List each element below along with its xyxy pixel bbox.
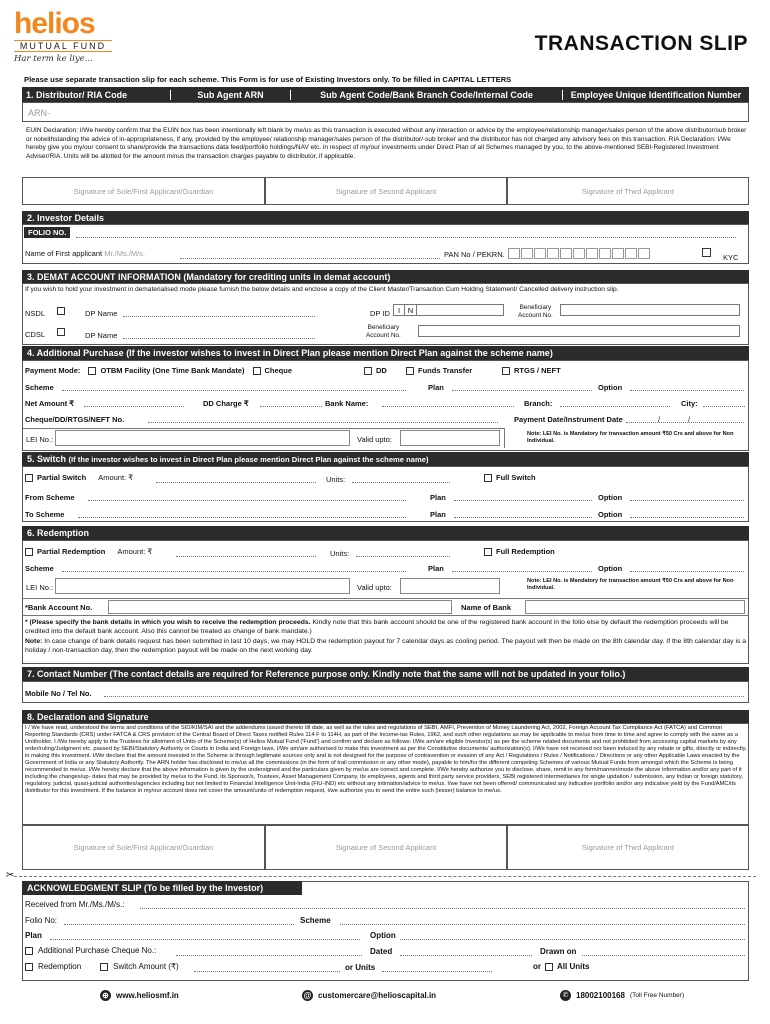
- mobile-input[interactable]: [104, 696, 744, 697]
- pan-label: PAN No / PEKRN.: [444, 250, 505, 259]
- euin-label: Employee Unique Identification Number: [562, 90, 749, 100]
- ack-switch-input[interactable]: [194, 971, 340, 972]
- ack-option-input[interactable]: [400, 939, 745, 940]
- ack-redemption-checkbox[interactable]: [25, 963, 33, 971]
- redemption-bank-note-bold: * (Please specify the bank details in which you wish to receive the redemption proceeds.: [25, 619, 311, 626]
- purchase-scheme-label: Scheme: [25, 383, 54, 392]
- full-redemption-checkbox[interactable]: [484, 548, 492, 556]
- footer-email[interactable]: [302, 990, 436, 1001]
- switch-amount-input[interactable]: [156, 482, 316, 483]
- ack-allunits-label: All Units: [557, 962, 590, 971]
- city-input[interactable]: [703, 406, 745, 407]
- arn-field[interactable]: ARN-: [28, 108, 50, 118]
- otbm-checkbox[interactable]: [88, 367, 96, 375]
- pan-cells[interactable]: [508, 248, 651, 261]
- declaration-header: 8. Declaration and Signature: [22, 710, 749, 723]
- purchase-header: 4. Additional Purchase (If the investor wishes to invest in Direct Plan please mention Direct Plan against the scheme name): [22, 346, 749, 360]
- ack-allunits-checkbox[interactable]: [545, 963, 553, 971]
- ack-received-input[interactable]: [140, 908, 745, 909]
- full-switch-checkbox[interactable]: [484, 474, 492, 482]
- demat-note: If you wish to hold your investment in dematerialised mode please furnish the below details and enclose a copy of the Client Master/Transaction Cum Holding Statement/ Cancelled delivery instruction slip.: [25, 286, 619, 293]
- nsdl-beneficiary-input[interactable]: [560, 304, 740, 316]
- purchase-option-input[interactable]: [630, 390, 744, 391]
- footer-web[interactable]: [100, 990, 179, 1001]
- contact-header: 7. Contact Number (The contact details are required for Reference purpose only. Kindly note that the same will not be updated in your folio.): [22, 667, 749, 681]
- ack-units-input[interactable]: [382, 971, 492, 972]
- partial-redemption-checkbox[interactable]: [25, 548, 33, 556]
- payment-date-input[interactable]: [626, 422, 744, 423]
- bank-name-input[interactable]: [382, 406, 514, 407]
- partial-switch-label: Partial Switch: [37, 473, 87, 482]
- purchase-plan-input[interactable]: [452, 390, 592, 391]
- switch-header: [22, 452, 749, 466]
- branch-label: Branch:: [524, 399, 553, 408]
- partial-switch-checkbox[interactable]: [25, 474, 33, 482]
- ack-scheme-label: Scheme: [300, 916, 331, 925]
- distributor-header-row: [22, 87, 749, 102]
- nsdl-ben-line1: Beneficiary: [519, 304, 552, 311]
- ack-plan-label: Plan: [25, 931, 42, 940]
- scissors-icon: ✂: [6, 870, 15, 881]
- from-scheme-label: From Scheme: [25, 493, 75, 502]
- brand-name: helios: [14, 7, 95, 40]
- ack-drawn-input[interactable]: [582, 955, 745, 956]
- footer-phone-note: (Toll Free Number): [629, 992, 685, 999]
- redemption-lei-note: Note: LEI No. is Mandatory for transaction amount ₹50 Crs and above for Non Individual.: [527, 578, 734, 591]
- redemption-option-label: Option: [598, 564, 623, 573]
- redemption-bank-name-label: Name of Bank: [461, 603, 512, 612]
- redemption-lei-input[interactable]: [55, 578, 350, 594]
- declaration-text: I / We have read, understood the terms and conditions of the SID/KIM/SAI and the addendums issued thereto till date, as well as the rules and regulations of SEBI, AMFI, Prevention of Money Laundering Act, 2002, Foreign Account Tax Compliance Act (FATCA) and Common Reporting Standards (CRS) under FATCA & CRS provision of the Central Board of Direct Taxes notified Rules 114 F to 114H, as part of the Income-tax Rules, 1962, and such other regulations as may be applicable to me/us from time to time and agree to comply with the same as a Unitholder. I /We hereby apply to the Trustees for allotment of Units of the Scheme(s) of Helios Mutual Fund ('Fund') and confirm and declare as follows: I/We am/are eligible Investor(s) as per the scheme related documents and not prohibited from accessing capital markets by any order/ruling/Judgment etc. passed by SEBI/Statutory Authority or Courts in India and Foreign laws. I/We am/are authorised to make this investment as per the Constitutive documents/ authorization(s). I/We have not received nor been induced by any rebate or gifts, directly or indirectly, in making this investment. I/We declare that the amount invested in the Scheme is through legitimate sources only and is not designed for the purpose of contravention or evasion of any Act / Regulations / Rules / Notifications / Directions or any other Applicable Laws enacted by the Government of India or any Statutory Authority. The ARN holder has disclosed to me/us all the commissions (in the form of trail commission or any other mode), payable to him/for the different competing Schemes of various Mutual Funds from amongst which the Scheme is being recommended to me/us. I/We hereby declare that the above information is given by the undersigned and the particulars given by me/us are correct and complete. I/We hereby authorize you to disclose, share, remit in any form/manner/mode the above information and/or any part of it including the changes/up- dates that may be provided by me/us to the Fund, its Sponsor/s, Trustees, Asset Management Company, its employees, agents and third party service providers, SEBI registered intermediaries for single updation / submission, any Indian or foreign statutory, regulatory, judicial, quasi-judicial authorities/agencies including but not limited to Financial Intelligence Unit-India (FIU-IND) etc without any intimation/advice to me/us. I/we have not been offered/ communicated any indicative portfolio and/or any indicative yield by the Fund/AMC/its distributor for this investment. If the balance in my/our account does not cover the amount/units of redemption request, I/we authorize you to send the entire such (lesser) balance to me/us.: [25, 725, 747, 794]
- from-option-label: Option: [598, 493, 623, 502]
- date-slash-1: /: [658, 415, 661, 424]
- sub-agent-arn-label: Sub Agent ARN: [170, 90, 290, 100]
- ack-folio-label: Folio No:: [25, 916, 58, 925]
- phone-icon: ✆: [560, 990, 571, 1001]
- brand-sub: MUTUAL FUND: [14, 40, 112, 52]
- redemption-hold-note-text: In case change of bank details request has been submitted in last 10 days, we may HOLD the redemption payout for 7 calendar days as cooling period. The payout will then be made on the 8th calendar day. If the 8th calendar day is a holiday / non-transaction day, then the redemption payout will be made on the next working day.: [25, 638, 747, 654]
- cheque-label: Cheque: [264, 366, 293, 375]
- ack-orunits-label: or Units: [345, 963, 376, 972]
- footer-phone[interactable]: [560, 990, 684, 1001]
- first-applicant-line: [180, 258, 440, 259]
- rtgs-label: RTGS / NEFT: [514, 366, 561, 375]
- purchase-lei-label: LEI No.:: [26, 435, 54, 444]
- redemption-valid-label: Valid upto:: [357, 583, 392, 592]
- dist-sig-first[interactable]: Signature of Sole/First Applicant/Guardian: [22, 177, 265, 205]
- cdsl-checkbox[interactable]: [57, 328, 65, 336]
- dd-label: DD: [376, 366, 387, 375]
- ft-option: [406, 366, 472, 375]
- rtgs-option: [502, 366, 561, 375]
- full-switch-label: Full Switch: [496, 473, 536, 482]
- dpid-cells[interactable]: [393, 304, 504, 316]
- kyc-checkbox[interactable]: [702, 248, 711, 257]
- ack-received-label: Received from Mr./Ms./M/s.:: [25, 900, 125, 909]
- redemption-lei-label: LEI No.:: [26, 583, 54, 592]
- redemption-plan-label: Plan: [428, 564, 444, 573]
- purchase-lei-note: Note: LEI No. is Mandatory for transaction amount ₹50 Crs and above for Non Individual.: [527, 431, 734, 444]
- dpid-n: N: [405, 304, 417, 316]
- redemption-plan-input[interactable]: [452, 571, 592, 572]
- dd-charge-input[interactable]: [260, 406, 322, 407]
- folio-input[interactable]: [76, 237, 736, 238]
- partial-redemption-option: [25, 547, 152, 556]
- euin-declaration: EUIN Declaration: I/We hereby confirm that the EUIN box has been intentionally left blank by me/us as this transaction is executed without any interaction or advice by the employee/relationship manager/sales person of the above distributor/sub broker or notwithstanding the advice of in-appropriateness, if any, provided by the employee/ relationship manager/sales person of the distributor/-sub broker and the distributor has not charged any advisory fees on this transaction. RIA Declaration: I/We hereby give you my/our consent to share/provide the transactions data feed/portfolio holdings/NAV etc. in respect of my/our investments under Direct Plan of all Schemes managed by you, to the above-mentioned SEBI-Registered Investment Adviser/RIA. Units will be allotted for the amount minus the transaction charges payable to distributor, if applicable.: [26, 127, 747, 160]
- to-option-input[interactable]: [630, 517, 744, 518]
- to-plan-label: Plan: [430, 510, 446, 519]
- redemption-units-input[interactable]: [356, 556, 450, 557]
- ack-scheme-input[interactable]: [340, 924, 745, 925]
- investor-header: 2. Investor Details: [22, 211, 749, 224]
- to-scheme-label: To Scheme: [25, 510, 65, 519]
- purchase-valid-label: Valid upto:: [357, 435, 392, 444]
- cheque-checkbox[interactable]: [253, 367, 261, 375]
- redemption-hold-note-bold: Note:: [25, 638, 43, 645]
- ack-plan-input[interactable]: [50, 939, 360, 940]
- first-applicant-row: [25, 249, 145, 258]
- ack-header: ACKNOWLEDGMENT SLIP (To be filled by the Investor): [22, 881, 302, 895]
- to-option-label: Option: [598, 510, 623, 519]
- email-icon: @: [303, 991, 312, 1000]
- payment-mode-label: Payment Mode:: [25, 366, 81, 375]
- footer-web-text: www.heliosmf.in: [116, 991, 179, 1000]
- dist-sig-third[interactable]: Signature of Third Applicant: [507, 177, 749, 205]
- ack-redemption-option: [25, 962, 179, 971]
- redemption-header: 6. Redemption: [22, 526, 749, 540]
- redemption-bank-note-text: Kindly note that this bank account should be one of the registered bank account in the folio else by default the redemption proceeds will be credited into the default bank account. Also this cannot be treated as change of bank mandate.): [25, 619, 729, 635]
- otbm-label: OTBM Facility (One Time Bank Mandate): [100, 366, 245, 375]
- cdsl-beneficiary-input[interactable]: [418, 325, 740, 337]
- net-amount-label: Net Amount ₹: [25, 399, 75, 408]
- ack-dated-input[interactable]: [400, 955, 532, 956]
- ack-allunits-option: [533, 962, 589, 971]
- footer-phone-text: 18002100168: [576, 991, 625, 1000]
- page-title: TRANSACTION SLIP: [534, 32, 748, 55]
- cdsl-dpname-label: DP Name: [85, 331, 118, 340]
- dpid-i: I: [393, 304, 405, 316]
- redemption-amount-input[interactable]: [176, 556, 316, 557]
- cdsl-ben-line2: Account No.: [366, 332, 401, 339]
- decl-sig-second[interactable]: Signature of Second Applicant: [265, 825, 507, 870]
- distributor-fields: [22, 102, 749, 122]
- redemption-amount-label: Amount: ₹: [117, 547, 153, 556]
- nsdl-beneficiary-label: [518, 304, 553, 320]
- partial-switch-option: [25, 473, 133, 482]
- redemption-bank-note: [25, 619, 747, 637]
- purchase-plan-label: Plan: [428, 383, 444, 392]
- nsdl-dpname-label: DP Name: [85, 309, 118, 318]
- decl-sig-first[interactable]: Signature of Sole/First Applicant/Guardian: [22, 825, 265, 870]
- ft-label: Funds Transfer: [418, 366, 473, 375]
- bank-account-label: *Bank Account No.: [25, 603, 93, 612]
- to-plan-input[interactable]: [454, 517, 592, 518]
- switch-title: 5. Switch: [27, 454, 67, 464]
- nsdl-label: NSDL: [25, 309, 46, 318]
- branch-input[interactable]: [560, 406, 670, 407]
- dist-sig-second[interactable]: Signature of Second Applicant: [265, 177, 507, 205]
- dpid-label: DP ID: [370, 309, 390, 318]
- partial-redemption-label: Partial Redemption: [37, 547, 106, 556]
- ack-dated-label: Dated: [370, 947, 393, 956]
- ack-switch-label: Switch Amount (₹): [113, 962, 179, 971]
- redemption-option-input[interactable]: [630, 571, 744, 572]
- pan-row: [444, 248, 651, 261]
- ack-switch-checkbox[interactable]: [100, 963, 108, 971]
- dd-option: [364, 366, 387, 375]
- ack-drawn-label: Drawn on: [540, 947, 577, 956]
- to-scheme-input[interactable]: [78, 517, 406, 518]
- switch-amount-label: Amount: ₹: [98, 473, 133, 482]
- payment-date-label: Payment Date/Instrument Date: [514, 415, 623, 424]
- ack-folio-input[interactable]: [64, 924, 294, 925]
- bank-name-label: Bank Name:: [325, 399, 369, 408]
- from-option-input[interactable]: [630, 500, 744, 501]
- nsdl-ben-line2: Account No.: [518, 312, 553, 319]
- full-redemption-option: [484, 547, 555, 556]
- redemption-valid-input[interactable]: [400, 578, 500, 594]
- cheque-no-input[interactable]: [148, 422, 498, 423]
- ack-option-label: Option: [370, 931, 396, 940]
- cdsl-ben-line1: Beneficiary: [367, 324, 400, 331]
- instruction-text: Please use separate transaction slip for each scheme. This Form is for use of Existing Investors only. To be filled in CAPITAL LETTERS: [24, 75, 512, 84]
- net-amount-input[interactable]: [84, 406, 184, 407]
- cheque-no-label: Cheque/DD/RTGS/NEFT No.: [25, 415, 125, 424]
- purchase-lei-input[interactable]: [55, 430, 350, 446]
- switch-title-sub: (If the investor wishes to invest in Direct Plan please mention Direct Plan against the scheme name): [68, 454, 429, 464]
- ack-addl-checkbox[interactable]: [25, 947, 33, 955]
- sub-agent-code-label: Sub Agent Code/Bank Branch Code/Internal Code: [290, 90, 562, 100]
- brand-tagline: Har term ke liye...: [14, 54, 93, 64]
- ack-addl-option: [25, 946, 156, 955]
- redemption-scheme-label: Scheme: [25, 564, 54, 573]
- date-slash-2: /: [688, 415, 691, 424]
- first-applicant-label: Name of First applicant: [25, 249, 103, 258]
- decl-sig-third[interactable]: Signature of Third Applicant: [507, 825, 749, 870]
- mobile-label: Mobile No / Tel No.: [25, 689, 92, 698]
- nsdl-checkbox[interactable]: [57, 307, 65, 315]
- switch-units-input[interactable]: [352, 482, 450, 483]
- from-plan-label: Plan: [430, 493, 446, 502]
- city-label: City:: [681, 399, 698, 408]
- purchase-scheme-input[interactable]: [62, 390, 406, 391]
- ack-addl-label: Additional Purchase Cheque No.:: [38, 946, 157, 955]
- from-scheme-input[interactable]: [88, 500, 406, 501]
- globe-icon: ⊕: [100, 990, 111, 1001]
- redemption-bank-name-input[interactable]: [525, 600, 745, 614]
- payment-mode-row: [25, 366, 292, 375]
- first-applicant-input[interactable]: Mr./Ms./M/s.: [104, 249, 146, 258]
- ack-redemption-label: Redemption: [38, 962, 82, 971]
- footer-email-text: customercare@helioscapital.in: [318, 991, 437, 1000]
- folio-label: FOLIO NO.: [24, 227, 70, 238]
- cdsl-beneficiary-label: [366, 324, 401, 340]
- dd-charge-label: DD Charge ₹: [203, 399, 249, 408]
- rtgs-checkbox[interactable]: [502, 367, 510, 375]
- cut-line: [14, 876, 756, 877]
- redemption-hold-note: [25, 638, 747, 656]
- redemption-units-label: Units:: [330, 549, 350, 558]
- brand-logo: [14, 7, 124, 66]
- bank-account-input[interactable]: [108, 600, 452, 614]
- cdsl-label: CDSL: [25, 330, 46, 339]
- cdsl-dpname-input[interactable]: [123, 338, 315, 339]
- demat-header: 3. DEMAT ACCOUNT INFORMATION (Mandatory for crediting units in demat account): [22, 270, 749, 283]
- full-switch-option: [484, 473, 536, 482]
- full-redemption-label: Full Redemption: [496, 547, 555, 556]
- ft-checkbox[interactable]: [406, 367, 414, 375]
- purchase-valid-input[interactable]: [400, 430, 500, 446]
- dd-checkbox[interactable]: [364, 367, 372, 375]
- redemption-scheme-input[interactable]: [62, 571, 406, 572]
- kyc-label: KYC: [723, 253, 739, 262]
- purchase-option-label: Option: [598, 383, 623, 392]
- distributor-code-label: 1. Distributor/ RIA Code: [26, 89, 128, 100]
- ack-or-label: or: [533, 962, 541, 971]
- contact-box: [22, 681, 749, 703]
- nsdl-dpname-input[interactable]: [123, 316, 315, 317]
- from-plan-input[interactable]: [454, 500, 592, 501]
- ack-addl-input[interactable]: [176, 955, 362, 956]
- switch-units-label: Units:: [326, 475, 346, 484]
